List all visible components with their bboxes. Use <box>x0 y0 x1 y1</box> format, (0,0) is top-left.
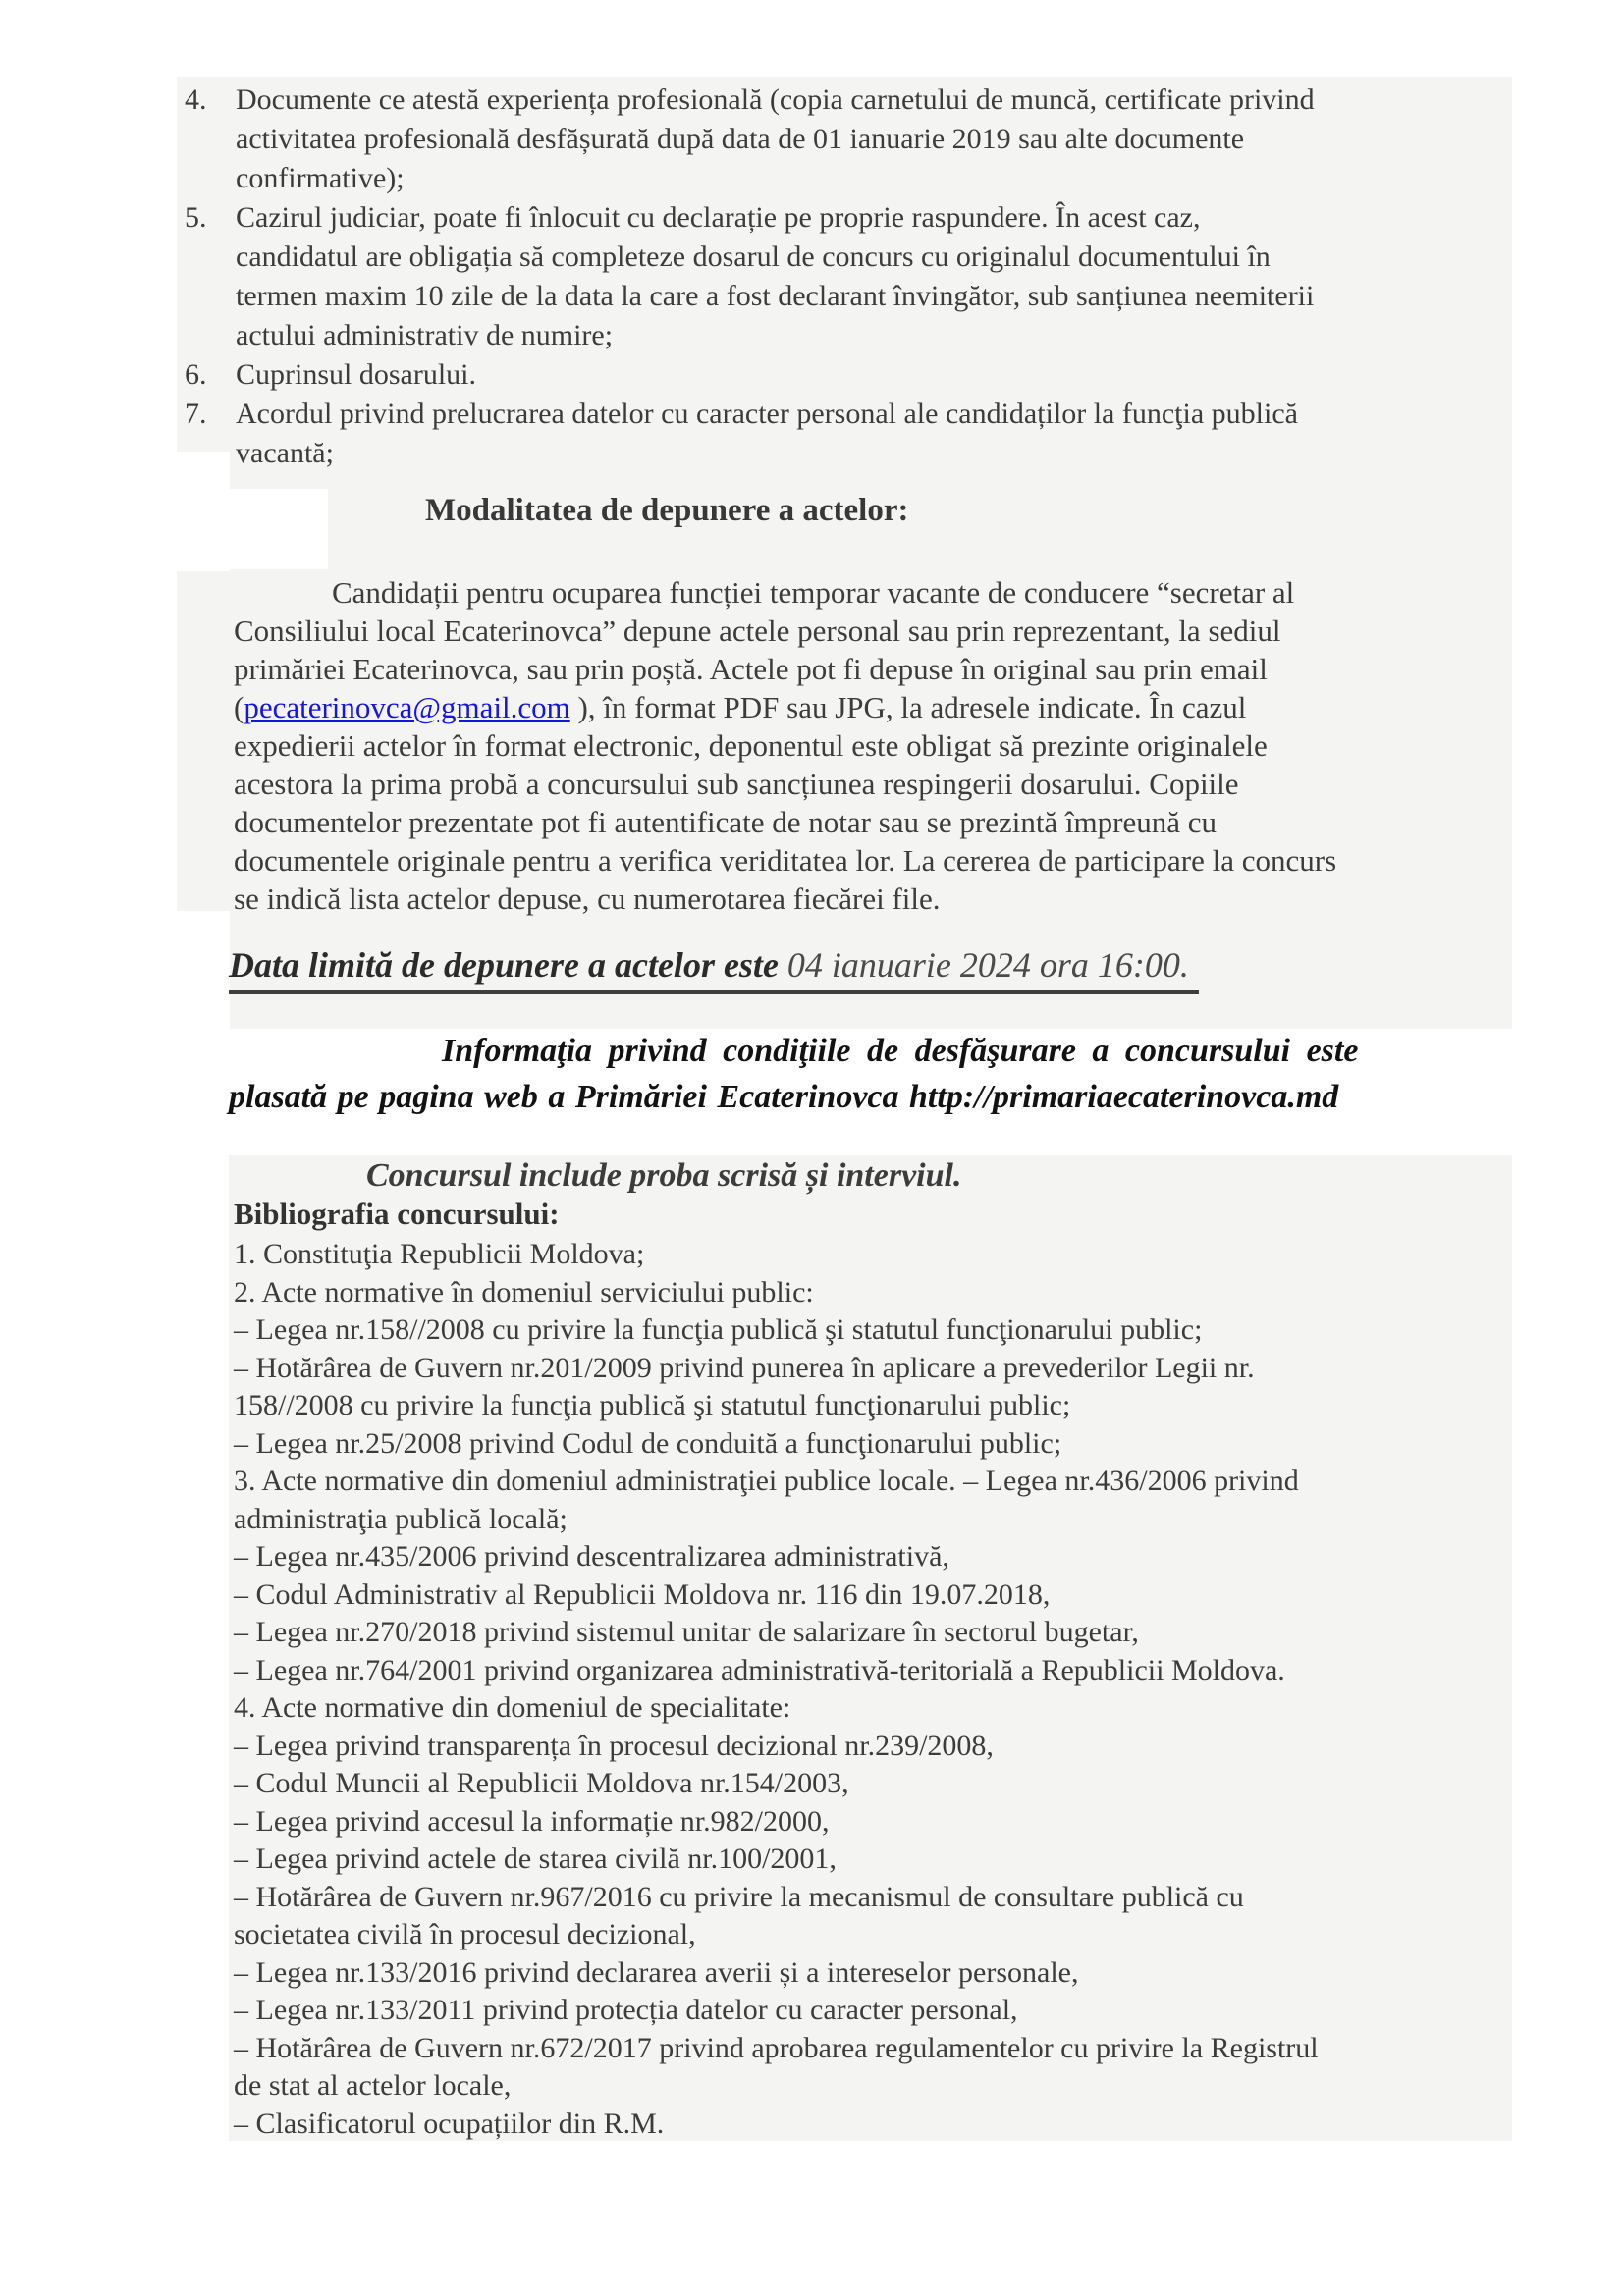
text-line: expedierii actelor în format electronic, deponentul este obligat să prezinte originalele <box>234 728 1268 763</box>
info-heading-line2: plasată pe pagina web a Primăriei Ecaterinovca http://primariaecaterinovca.md <box>229 1079 1339 1115</box>
bibliography-line: – Legea nr.764/2001 privind organizarea administrativă-teritorială a Republicii Moldova. <box>234 1653 1285 1686</box>
text-line: documentelor prezentate pot fi autentificate de notar sau se prezintă împreună cu <box>234 805 1218 839</box>
list-item-4 <box>177 80 1504 198</box>
text-line: Cazirul judiciar, poate fi înlocuit cu declarație pe proprie raspundere. În acest caz, <box>236 201 1201 234</box>
email-link[interactable]: pecaterinovca@gmail.com <box>244 690 570 724</box>
bibliography-line: – Legea nr.158//2008 cu privire la funcţia publică şi statutul funcţionarului public; <box>234 1313 1203 1346</box>
bibliography-line: – Codul Administrativ al Republicii Moldova nr. 116 din 19.07.2018, <box>234 1577 1051 1611</box>
bibliography-line: – Legea privind transparența în procesul decizional nr.239/2008, <box>234 1729 994 1762</box>
text-line: Acordul privind prelucrarea datelor cu caracter personal ale candidaților la funcţia publică <box>236 398 1298 430</box>
text-line: Consiliului local Ecaterinovca” depune actele personal sau prin reprezentant, la sediul <box>234 614 1281 648</box>
bibliography-line: – Codul Muncii al Republicii Moldova nr.154/2003, <box>234 1767 849 1799</box>
deadline-line <box>229 944 1199 994</box>
text-line: primăriei Ecaterinovca, sau prin poștă. Actele pot fi depuse în original sau prin email <box>234 652 1268 686</box>
document-numbered-list <box>177 80 1504 473</box>
text-line: actului administrativ de numire; <box>236 319 614 351</box>
text-line: confirmative); <box>236 162 405 194</box>
bibliography-line: – Legea nr.435/2006 privind descentralizarea administrativă, <box>234 1540 949 1573</box>
deadline-label: Data limită de depunere a actelor este <box>229 945 787 985</box>
open-paren: ( <box>234 690 244 724</box>
list-item-number: 6. <box>185 358 207 391</box>
bibliography-line: – Legea nr.133/2016 privind declararea averii și a intereselor personale, <box>234 1955 1079 1989</box>
text-line: acestora la prima probă a concursului sub sancțiunea respingerii dosarului. Copiile <box>234 767 1239 801</box>
bibliography-line: – Hotărârea de Guvern nr.967/2016 cu privire la mecanismul de consultare publică cu <box>234 1880 1244 1913</box>
bibliography-line: – Legea privind actele de starea civilă nr.100/2001, <box>234 1842 837 1875</box>
text-line: activitatea profesională desfășurată după data de 01 ianuarie 2019 sau alte documente <box>236 123 1245 155</box>
text-line: candidatul are obligația să completeze dosarul de concurs cu originalul documentului în <box>236 240 1271 273</box>
white-patch <box>228 489 328 569</box>
bibliography-line: 3. Acte normative din domeniul administraţiei publice locale. – Legea nr.436/2006 privind <box>234 1465 1299 1497</box>
bibliography-line: 4. Acte normative din domeniul de specialitate: <box>234 1691 791 1724</box>
bibliography-line: – Hotărârea de Guvern nr.201/2009 privind punerea în aplicare a prevederilor Legii nr. <box>234 1351 1255 1384</box>
bibliography-line: – Legea nr.133/2011 privind protecția datelor cu caracter personal, <box>234 1994 1018 2026</box>
bibliography-list <box>234 1236 1510 2143</box>
list-item-6 <box>177 355 1504 395</box>
bibliography-line: – Legea nr.25/2008 privind Codul de conduită a funcţionarului public; <box>234 1426 1062 1460</box>
body-paragraph <box>234 573 1502 918</box>
text-line-with-link <box>234 688 1502 726</box>
bibliography-line: 2. Acte normative în domeniul serviciului public: <box>234 1275 814 1308</box>
list-item-7 <box>177 395 1504 473</box>
list-item-number: 4. <box>185 83 207 116</box>
text-line: se indică lista actelor depuse, cu numerotarea fiecărei file. <box>234 881 941 916</box>
heading-bibliografia: Bibliografia concursului: <box>234 1197 560 1231</box>
section-heading-modalitatea: Modalitatea de depunere a actelor: <box>425 493 909 528</box>
text-line: documentele originale pentru a verifica veriditatea lor. La cererea de participare la concurs <box>234 843 1337 878</box>
list-item-number: 7. <box>185 398 207 430</box>
bibliography-line: – Hotărârea de Guvern nr.672/2017 privind aprobarea regulamentelor cu privire la Registrul <box>234 2031 1319 2064</box>
bibliography-line: – Legea privind accesul la informație nr.982/2000, <box>234 1804 830 1838</box>
bibliography-line: administraţia publică locală; <box>234 1502 568 1535</box>
text-line: Cuprinsul dosarului. <box>236 358 476 391</box>
bibliography-line: 1. Constituţia Republicii Moldova; <box>234 1238 645 1270</box>
text-line: termen maxim 10 zile de la data la care a fost declarant învingător, sub sanțiunea neemiterii <box>236 280 1315 312</box>
text-line: Documente ce atestă experiența profesională (copia carnetului de muncă, certificate privind <box>236 83 1315 116</box>
bibliography-line: – Clasificatorul ocupațiilor din R.M. <box>234 2107 665 2140</box>
deadline-value: 04 ianuarie 2024 ora 16:00. <box>786 945 1189 985</box>
list-item-number: 5. <box>185 201 207 234</box>
text-after-link: ), în format PDF sau JPG, la adresele indicate. În cazul <box>569 690 1247 724</box>
bibliography-line: de stat al actelor locale, <box>234 2069 512 2102</box>
scan-block-top <box>177 77 1512 1029</box>
scan-block-bottom <box>229 1155 1512 2141</box>
bibliography-line: 158//2008 cu privire la funcţia publică şi statutul funcţionarului public; <box>234 1389 1071 1421</box>
text-line: Candidații pentru ocuparea funcției temporar vacante de conducere “secretar al <box>332 575 1295 610</box>
bibliography-line: societatea civilă în procesul decizional, <box>234 1918 696 1950</box>
list-item-5 <box>177 198 1504 355</box>
text-line: vacantă; <box>236 437 334 469</box>
bibliography-line: – Legea nr.270/2018 privind sistemul unitar de salarizare în sectorul bugetar, <box>234 1616 1139 1648</box>
info-heading-line1: Informaţia privind condiţiile de desfăşurare a concursului este <box>442 1033 1359 1069</box>
heading-concurs: Concursul include proba scrisă și interviul. <box>366 1157 962 1194</box>
white-patch <box>177 911 230 1029</box>
